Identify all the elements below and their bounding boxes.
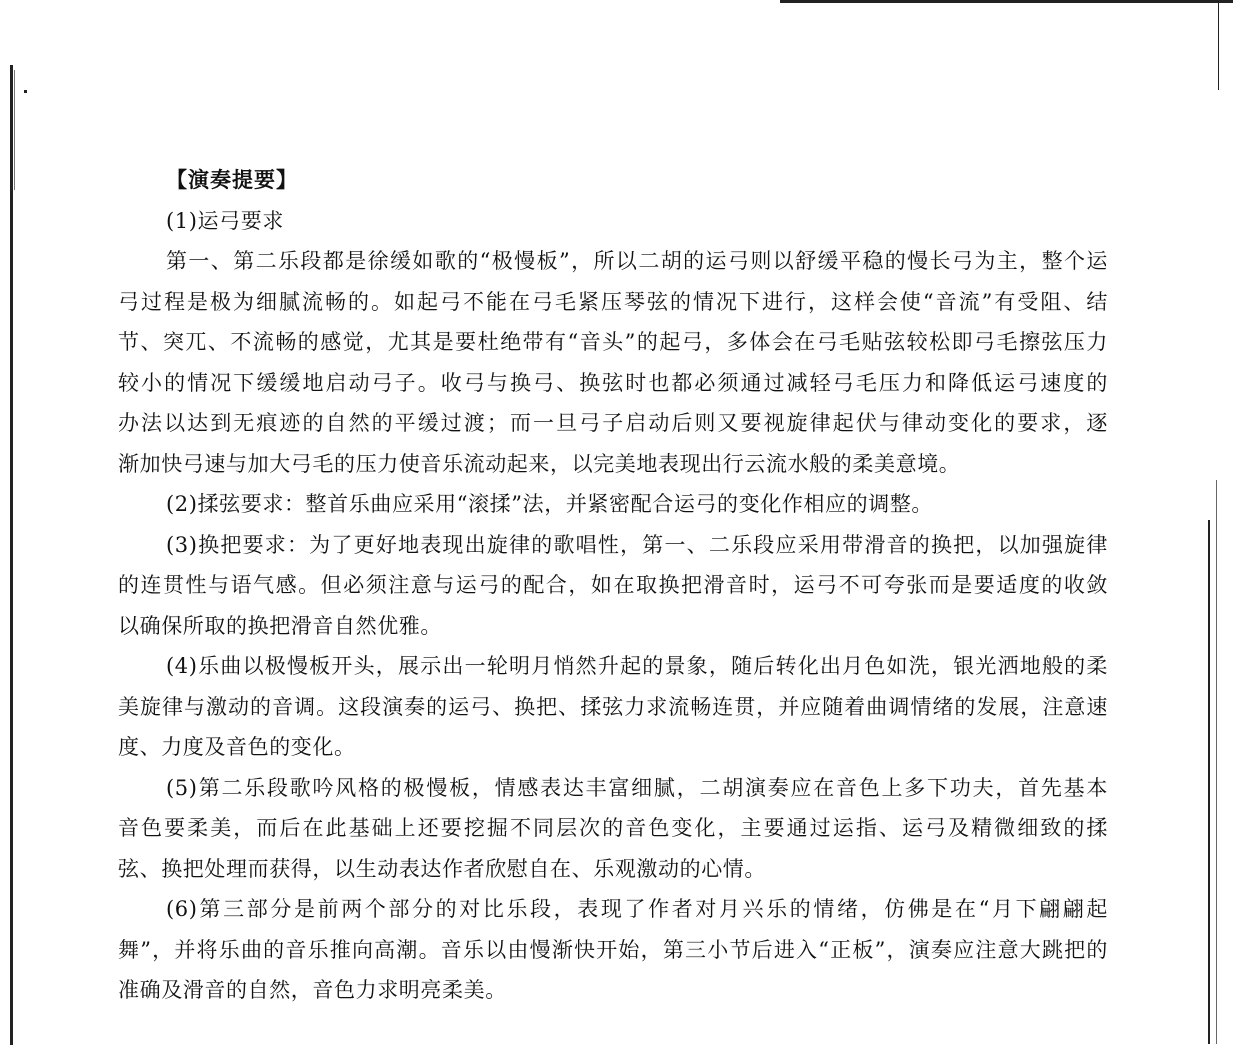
scan-left-edge-inner	[14, 70, 15, 190]
text-line: 第一、第二乐段都是徐缓如歌的“极慢板”，所以二胡的运弓则以舒缓平稳的慢长弓为主，整个运	[166, 249, 1108, 273]
text-line: (6)第三部分是前两个部分的对比乐段，表现了作者对月兴乐的情绪，仿佛是在“月下翩翩起	[166, 897, 1108, 921]
text-line: 渐加快弓速与加大弓毛的压力使音乐流动起来，以完美地表现出行云流水般的柔美意境。	[118, 451, 961, 476]
scan-right-edge-outer	[1216, 480, 1217, 1044]
text-line: 较小的情况下缓缓地启动弓子。收弓与换弓、换弦时也都必须通过减轻弓毛压力和降低运弓速度的	[118, 370, 1108, 395]
text-line: (4)乐曲以极慢板开头，展示出一轮明月悄然升起的景象，随后转化出月色如洗，银光洒地般的柔	[166, 654, 1108, 678]
document-body	[118, 160, 1108, 1011]
text-line: 以确保所取的换把滑音自然优雅。	[118, 613, 442, 638]
scan-right-edge-lower	[1208, 520, 1210, 1044]
text-line: 办法以达到无痕迹的自然的平缓过渡；而一旦弓子启动后则又要视旋律起伏与律动变化的要求，逐	[118, 411, 1108, 435]
text-line: 准确及滑音的自然，音色力求明亮柔美。	[118, 978, 507, 1002]
text-line: 节、突兀、不流畅的感觉，尤其是要杜绝带有“音头”的起弓，多体会在弓毛贴弦较松即弓毛擦弦压力	[118, 330, 1108, 354]
scan-top-border	[780, 0, 1233, 3]
text-line: 弦、换把处理而获得，以生动表达作者欣慰自在、乐观激动的心情。	[118, 856, 766, 881]
scan-dot	[24, 90, 27, 93]
text-line: 度、力度及音色的变化。	[118, 735, 356, 759]
paragraph-lines	[118, 201, 1108, 1011]
text-line: 的连贯性与语气感。但必须注意与运弓的配合，如在取换把滑音时，运弓不可夸张而是要适度的收敛	[118, 573, 1108, 597]
text-line: (3)换把要求：为了更好地表现出旋律的歌唱性，第一、二乐段应采用带滑音的换把，以加强旋律	[166, 532, 1108, 557]
section-heading: 【演奏提要】	[166, 167, 298, 192]
scan-left-edge	[10, 65, 13, 1045]
text-line: 音色要柔美，而后在此基础上还要挖掘不同层次的音色变化，主要通过运指、运弓及精微细致的揉	[118, 816, 1108, 840]
text-line: 美旋律与激动的音调。这段演奏的运弓、换把、揉弦力求流畅连贯，并应随着曲调情绪的发展，注意速	[118, 694, 1108, 719]
text-line: 弓过程是极为细腻流畅的。如起弓不能在弓毛紧压琴弦的情况下进行，这样会使“音流”有受阻、结	[118, 289, 1108, 314]
scan-right-edge-upper	[1218, 0, 1219, 90]
text-line: (5)第二乐段歌吟风格的极慢板，情感表达丰富细腻，二胡演奏应在音色上多下功夫，首先基本	[166, 775, 1108, 800]
text-line: (1)运弓要求	[166, 208, 284, 233]
text-line: (2)揉弦要求：整首乐曲应采用“滚揉”法，并紧密配合运弓的变化作相应的调整。	[166, 492, 934, 516]
text-line: 舞”，并将乐曲的音乐推向高潮。音乐以由慢渐快开始，第三小节后进入“正板”，演奏应注意大跳把的	[118, 937, 1108, 962]
